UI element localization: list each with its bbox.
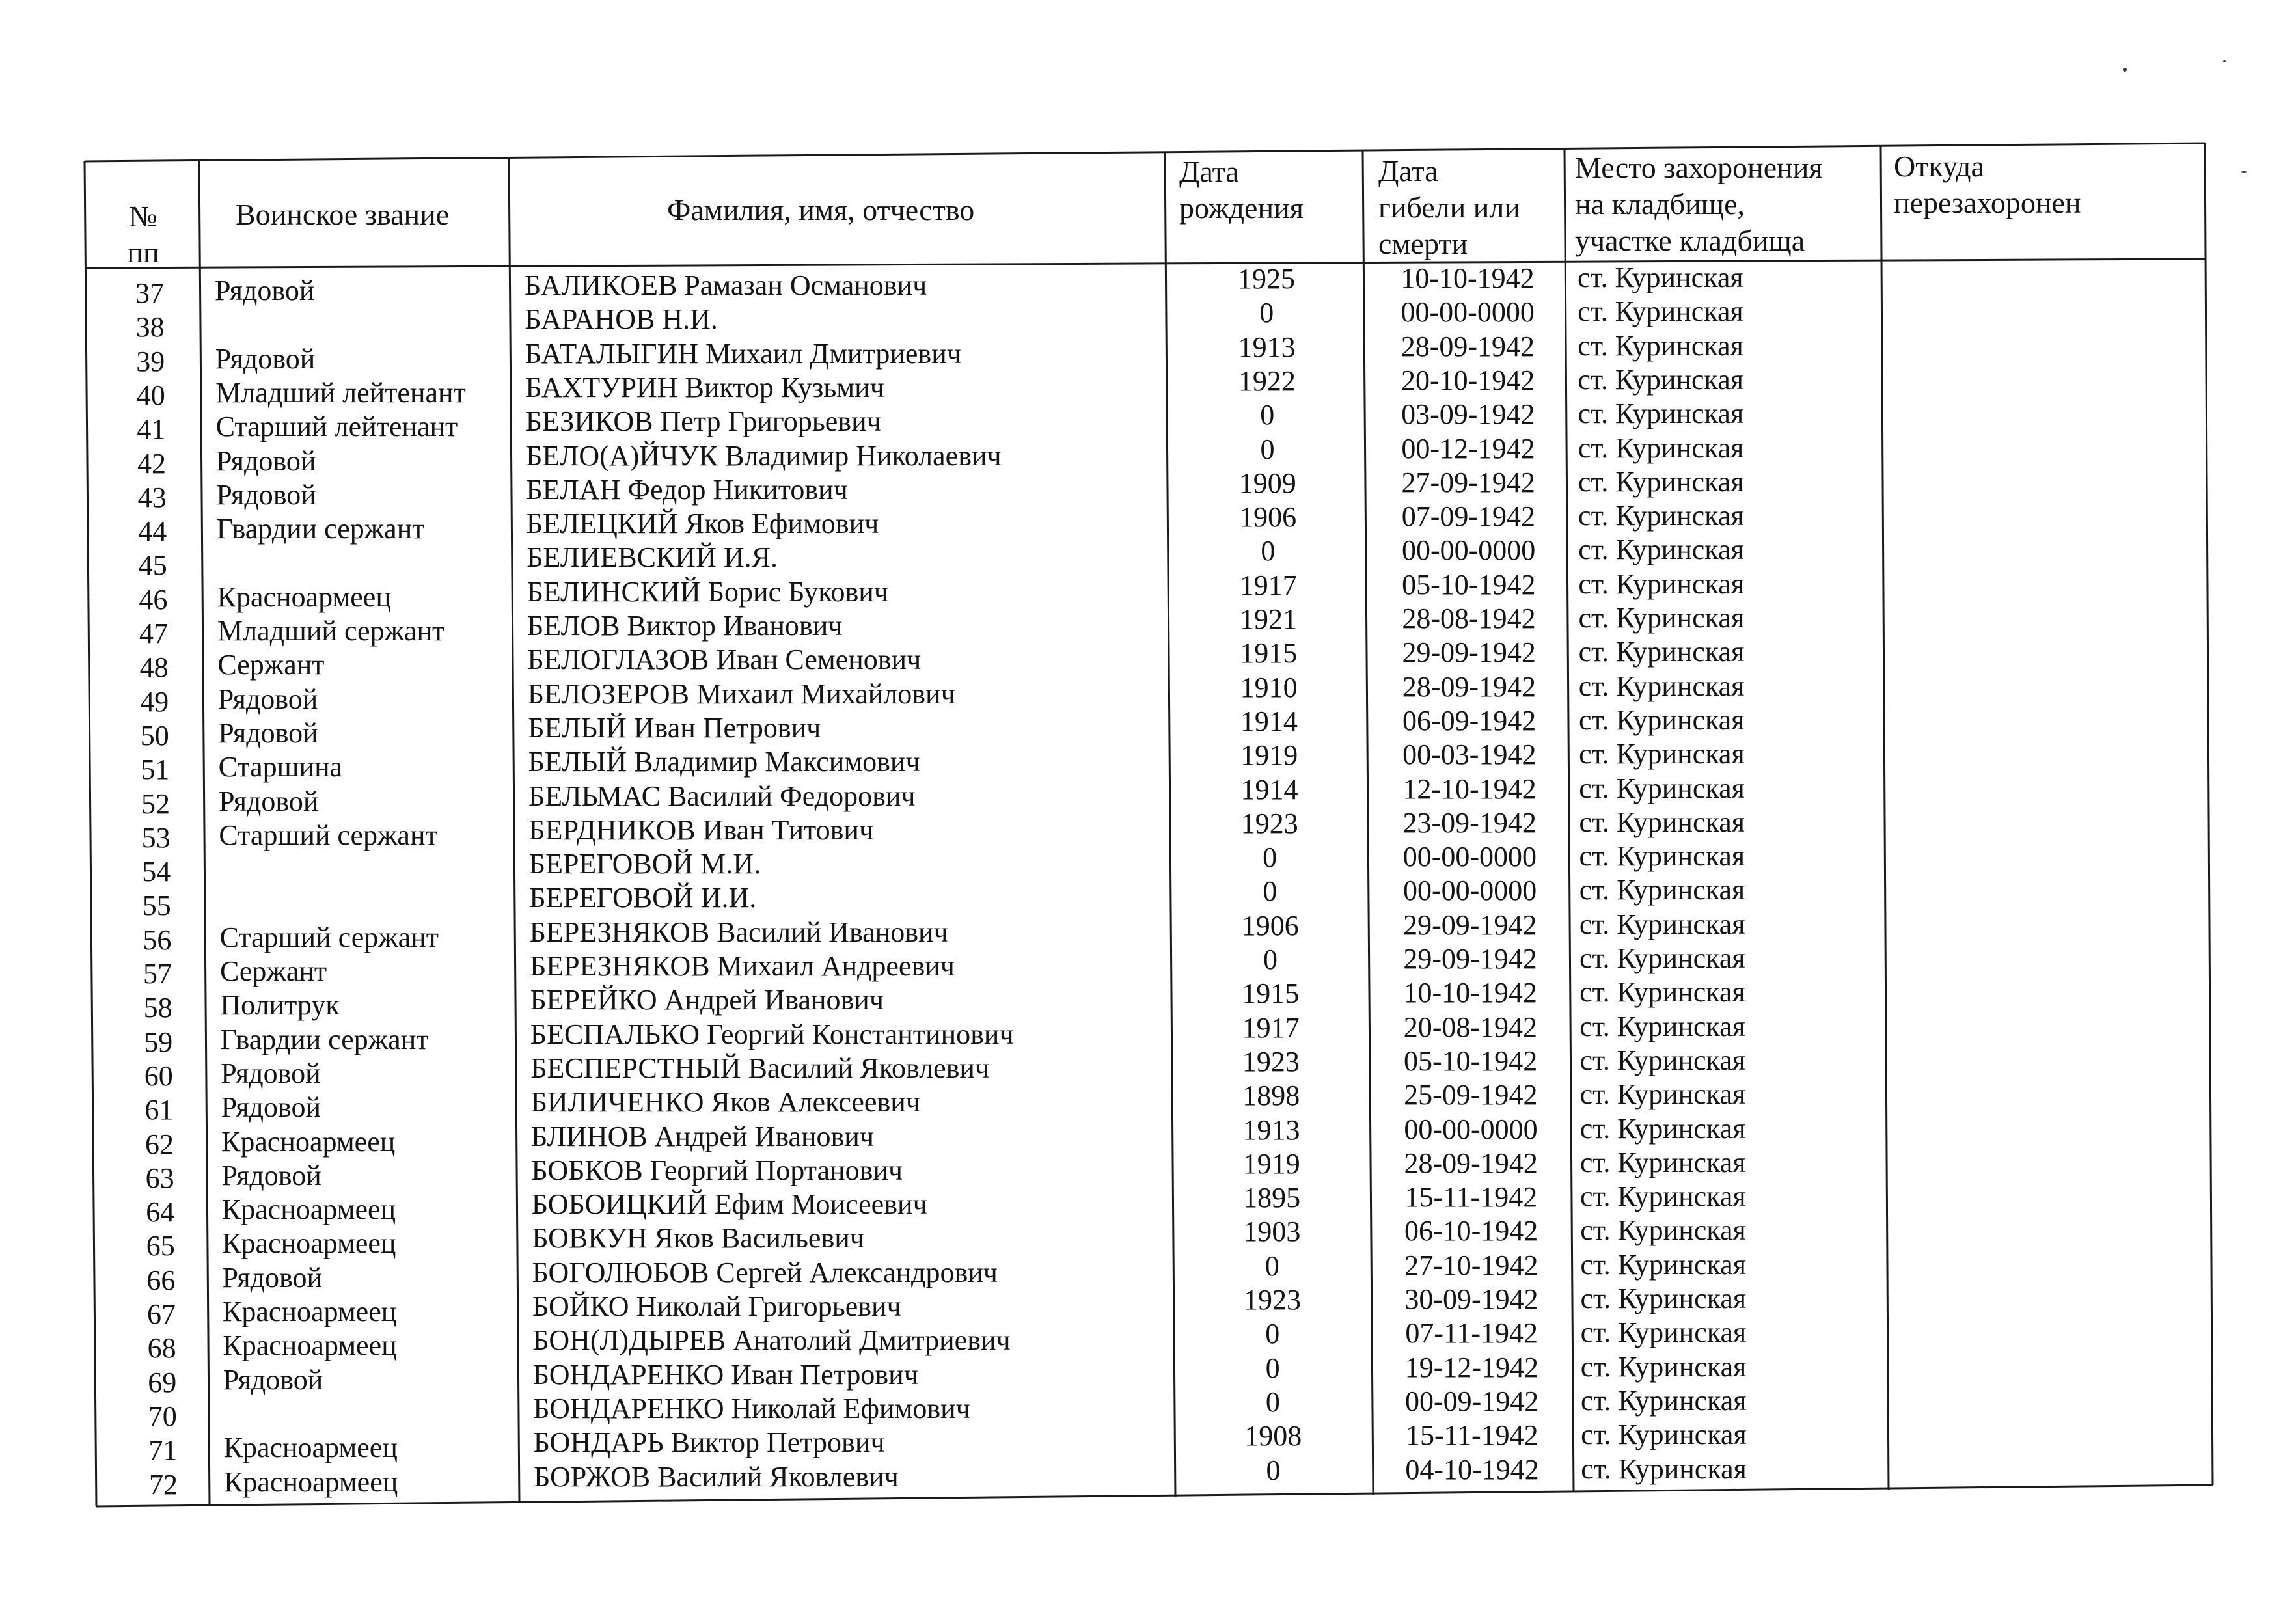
row-birth: 0 <box>1260 433 1275 465</box>
row-rank: Рядовой <box>216 478 316 511</box>
row-place: ст. Куринская <box>1578 262 1743 293</box>
row-number: 57 <box>143 958 172 990</box>
row-place: ст. Куринская <box>1579 1112 1746 1145</box>
row-death: 28-09-1942 <box>1401 330 1535 362</box>
row-place: ст. Куринская <box>1579 942 1745 974</box>
row-death: 00-03-1942 <box>1402 739 1537 771</box>
row-place: ст. Куринская <box>1578 567 1744 600</box>
row-number: 40 <box>136 379 165 411</box>
row-death: 15-11-1942 <box>1405 1419 1538 1452</box>
row-name: БЕРЕГОВОЙ И.И. <box>529 882 757 914</box>
row-rank: Рядовой <box>216 444 316 477</box>
row-name: БЕРЕЗНЯКОВ Василий Иванович <box>529 916 948 948</box>
row-birth: 1913 <box>1238 331 1296 363</box>
row-rank: Младший лейтенант <box>215 376 466 409</box>
row-place: ст. Куринская <box>1578 363 1744 396</box>
row-death: 20-10-1942 <box>1401 364 1535 396</box>
row-place: ст. Куринская <box>1579 1078 1746 1111</box>
row-name: БЕЛИЕВСКИЙ И.Я. <box>526 541 778 574</box>
row-name: БЕЗИКОВ Петр Григорьевич <box>525 405 881 438</box>
row-place: ст. Куринская <box>1578 295 1743 328</box>
row-birth: 1915 <box>1242 977 1300 1010</box>
header-name: Фамилия, имя, отчество <box>667 193 975 226</box>
row-rank: Рядовой <box>221 1057 321 1089</box>
row-place: ст. Куринская <box>1578 465 1744 498</box>
row-death: 29-09-1942 <box>1402 636 1536 669</box>
row-death: 20-08-1942 <box>1403 1011 1538 1043</box>
row-rank: Рядовой <box>215 342 316 375</box>
row-death: 27-10-1942 <box>1404 1249 1538 1281</box>
header-rank: Воинское звание <box>236 198 450 231</box>
row-death: 05-10-1942 <box>1403 1044 1538 1077</box>
row-place: ст. Куринская <box>1579 840 1745 873</box>
row-death: 27-09-1942 <box>1401 466 1535 498</box>
row-place: ст. Куринская <box>1581 1419 1747 1451</box>
row-rank: Сержант <box>220 955 327 987</box>
row-name: БАЛИКОЕВ Рамазан Османович <box>525 269 927 301</box>
row-rank: Рядовой <box>223 1363 323 1396</box>
row-place: ст. Куринская <box>1578 703 1745 736</box>
row-death: 00-09-1942 <box>1404 1385 1539 1417</box>
row-death: 28-09-1942 <box>1404 1147 1538 1179</box>
row-name: БОГОЛЮБОВ Сергей Александрович <box>532 1256 998 1288</box>
row-birth: 0 <box>1264 1249 1279 1282</box>
row-number: 44 <box>138 515 167 548</box>
row-name: БОНДАРЕНКО Иван Петрович <box>532 1358 918 1391</box>
row-rank: Красноармеец <box>217 580 391 613</box>
row-place: ст. Куринская <box>1580 1248 1746 1281</box>
row-rank: Рядовой <box>217 683 318 715</box>
row-death: 10-10-1942 <box>1403 977 1537 1009</box>
row-name: БОБКОВ Георгий Портанович <box>531 1154 903 1186</box>
row-birth: 0 <box>1266 1454 1281 1486</box>
row-birth: 1923 <box>1242 1045 1300 1078</box>
row-death: 28-08-1942 <box>1402 603 1536 634</box>
row-name: БАРАНОВ Н.И. <box>525 303 718 336</box>
row-death: 07-09-1942 <box>1401 500 1536 533</box>
row-birth: 1914 <box>1240 705 1298 737</box>
row-rank: Гвардии сержант <box>220 1023 429 1055</box>
row-place: ст. Куринская <box>1580 1180 1746 1213</box>
row-rank: Рядовой <box>221 1159 321 1191</box>
row-number: 56 <box>143 923 172 956</box>
row-death: 30-09-1942 <box>1404 1283 1538 1315</box>
row-rank: Старший лейтенант <box>215 411 458 443</box>
row-name: БЕЛОВ Виктор Иванович <box>527 610 843 642</box>
row-number: 53 <box>141 821 171 854</box>
row-rank: Красноармеец <box>224 1465 398 1498</box>
row-death: 06-10-1942 <box>1404 1215 1538 1247</box>
row-rank: Красноармеец <box>223 1296 397 1327</box>
row-number: 47 <box>139 618 168 649</box>
header-number: № <box>129 200 157 233</box>
row-rank: Старший сержант <box>219 921 439 953</box>
row-place: ст. Куринская <box>1578 329 1743 362</box>
row-birth: 1913 <box>1242 1113 1300 1146</box>
row-number: 60 <box>144 1059 173 1092</box>
row-rank: Рядовой <box>221 1091 321 1124</box>
row-place: ст. Куринская <box>1578 398 1744 430</box>
row-birth: 1917 <box>1239 569 1297 601</box>
row-rank: Красноармеец <box>223 1432 398 1464</box>
scan-speck <box>2223 60 2226 62</box>
row-number: 43 <box>137 481 167 513</box>
row-name: БИЛИЧЕНКО Яков Алексеевич <box>530 1086 920 1119</box>
row-death: 19-12-1942 <box>1404 1351 1539 1383</box>
row-name: БЕРЕЗНЯКОВ Михаил Андреевич <box>530 950 955 982</box>
row-number: 51 <box>141 754 170 786</box>
header-burial-l3: участке кладбища <box>1575 224 1805 257</box>
row-death: 29-09-1942 <box>1403 908 1537 941</box>
row-birth: 0 <box>1265 1318 1280 1350</box>
row-place: ст. Куринская <box>1580 1316 1747 1349</box>
row-rank: Рядовой <box>218 716 318 749</box>
row-name: БОРЖОВ Василий Яковлевич <box>534 1460 899 1493</box>
row-place: ст. Куринская <box>1580 1350 1747 1383</box>
row-rank: Рядовой <box>215 275 315 306</box>
row-number: 70 <box>148 1400 177 1432</box>
row-birth: 1925 <box>1238 263 1295 295</box>
row-death: 29-09-1942 <box>1403 943 1537 975</box>
row-place: ст. Куринская <box>1580 1384 1747 1417</box>
row-number: 58 <box>143 992 172 1024</box>
row-number: 61 <box>144 1094 174 1126</box>
row-rank: Красноармеец <box>221 1193 396 1226</box>
row-place: ст. Куринская <box>1579 806 1745 838</box>
row-name: БЕЛЕЦКИЙ Яков Ефимович <box>526 508 879 540</box>
row-birth: 1915 <box>1240 637 1298 670</box>
row-number: 65 <box>146 1230 175 1262</box>
row-rank: Красноармеец <box>222 1227 396 1260</box>
row-number: 63 <box>145 1162 174 1194</box>
row-number: 71 <box>148 1434 178 1467</box>
row-name: БЛИНОВ Андрей Иванович <box>531 1120 874 1152</box>
row-death: 00-00-0000 <box>1401 534 1536 567</box>
row-death: 00-00-0000 <box>1404 1113 1538 1145</box>
row-birth: 1906 <box>1239 501 1297 534</box>
row-birth: 0 <box>1261 535 1276 567</box>
row-death: 28-09-1942 <box>1402 670 1537 703</box>
row-place: ст. Куринская <box>1578 534 1744 566</box>
row-place: ст. Куринская <box>1578 431 1744 464</box>
row-place: ст. Куринская <box>1578 602 1745 634</box>
row-number: 37 <box>135 277 164 309</box>
row-birth: 1906 <box>1241 909 1299 942</box>
row-birth: 0 <box>1263 875 1278 908</box>
row-birth: 0 <box>1260 399 1275 431</box>
row-number: 72 <box>149 1468 178 1501</box>
row-birth: 1923 <box>1240 807 1298 839</box>
row-name: БЕЛОЗЕРОВ Михаил Михайлович <box>527 677 955 710</box>
row-number: 48 <box>139 651 169 684</box>
row-death: 00-00-0000 <box>1402 841 1537 873</box>
row-name: БОЙКО Николай Григорьевич <box>532 1290 901 1322</box>
row-birth: 1914 <box>1240 773 1298 806</box>
row-name: БЕЛАН Федор Никитович <box>526 473 848 506</box>
row-place: ст. Куринская <box>1579 1044 1746 1076</box>
row-birth: 0 <box>1259 297 1274 329</box>
row-death: 23-09-1942 <box>1402 806 1537 839</box>
row-birth: 1922 <box>1238 364 1296 397</box>
row-name: БЕЛЬМАС Василий Федорович <box>528 780 916 812</box>
row-place: ст. Куринская <box>1579 874 1745 906</box>
row-rank: Рядовой <box>219 785 319 817</box>
row-number: 49 <box>140 685 169 718</box>
row-number: 42 <box>137 447 166 480</box>
row-death: 05-10-1942 <box>1402 568 1536 601</box>
row-number: 45 <box>138 549 167 582</box>
row-name: БЕЛИНСКИЙ Борис Букович <box>526 575 888 608</box>
header-origin-l2: перезахоронен <box>1894 186 2081 219</box>
header-birth-l2: рождения <box>1179 191 1304 225</box>
row-number: 59 <box>144 1026 173 1058</box>
row-death: 03-09-1942 <box>1401 398 1535 431</box>
row-name: БЕЛО(А)ЙЧУК Владимир Николаевич <box>526 439 1002 472</box>
row-place: ст. Куринская <box>1581 1452 1747 1485</box>
row-death: 00-00-0000 <box>1401 296 1535 329</box>
header-burial-l1: Место захоронения <box>1575 151 1823 184</box>
row-birth: 1909 <box>1238 467 1296 499</box>
row-place: ст. Куринская <box>1578 670 1745 702</box>
row-number: 38 <box>135 311 165 344</box>
row-place: ст. Куринская <box>1578 636 1745 668</box>
header-death-l1: Дата <box>1378 154 1438 187</box>
row-name: БОВКУН Яков Васильевич <box>532 1222 864 1255</box>
row-birth: 1917 <box>1242 1011 1300 1044</box>
row-death: 00-12-1942 <box>1401 432 1535 465</box>
row-name: БАТАЛЫГИН Михаил Дмитриевич <box>525 337 961 370</box>
row-name: БЕРЕЙКО Андрей Иванович <box>530 984 884 1016</box>
row-birth: 1919 <box>1242 1147 1300 1180</box>
row-name: БОН(Л)ДЫРЕВ Анатолий Дмитриевич <box>532 1324 1011 1357</box>
header-number-sub: пп <box>127 236 159 269</box>
row-name: БЕСПАЛЬКО Георгий Константинович <box>530 1018 1014 1050</box>
row-name: БЕЛОГЛАЗОВ Иван Семенович <box>527 644 922 676</box>
row-place: ст. Куринская <box>1579 976 1745 1009</box>
row-number: 41 <box>137 413 166 446</box>
row-name: БЕЛЫЙ Иван Петрович <box>528 711 821 744</box>
row-death: 07-11-1942 <box>1405 1317 1538 1350</box>
row-number: 67 <box>147 1298 176 1330</box>
row-death: 06-09-1942 <box>1402 704 1537 737</box>
row-number: 55 <box>142 890 171 922</box>
row-rank: Старший сержант <box>219 819 438 851</box>
row-number: 52 <box>141 787 170 820</box>
row-place: ст. Куринская <box>1578 500 1744 532</box>
row-rank: Младший сержант <box>217 615 445 647</box>
scan-speck <box>2123 68 2127 72</box>
row-place: ст. Куринская <box>1579 908 1745 940</box>
row-rank: Старшина <box>218 751 343 783</box>
row-birth: 1923 <box>1244 1284 1301 1316</box>
row-number: 54 <box>142 856 171 888</box>
row-number: 64 <box>146 1196 175 1229</box>
row-death: 04-10-1942 <box>1405 1453 1539 1486</box>
row-rank: Политрук <box>220 989 340 1022</box>
row-rank: Рядовой <box>222 1261 323 1294</box>
row-death: 12-10-1942 <box>1402 772 1537 805</box>
row-place: ст. Куринская <box>1579 738 1745 770</box>
scan-speck <box>2241 171 2247 173</box>
row-birth: 1910 <box>1240 671 1298 703</box>
row-number: 69 <box>148 1366 177 1398</box>
row-name: БЕСПЕРСТНЫЙ Василий Яковлевич <box>530 1052 990 1084</box>
row-birth: 1898 <box>1242 1080 1300 1112</box>
row-name: БЕРЕГОВОЙ М.И. <box>528 848 761 880</box>
row-place: ст. Куринская <box>1579 1010 1745 1042</box>
row-name: БЕЛЫЙ Владимир Максимович <box>528 746 920 778</box>
row-name: БОНДАРЬ Виктор Петрович <box>533 1426 885 1459</box>
row-place: ст. Куринская <box>1579 1146 1746 1178</box>
row-rank: Красноармеец <box>221 1125 396 1158</box>
row-birth: 0 <box>1265 1352 1280 1384</box>
row-rank: Красноармеец <box>223 1329 397 1362</box>
row-place: ст. Куринская <box>1579 772 1745 804</box>
row-birth: 1903 <box>1243 1216 1301 1248</box>
row-place: ст. Куринская <box>1580 1283 1747 1314</box>
row-death: 10-10-1942 <box>1401 262 1535 294</box>
row-number: 39 <box>136 345 165 377</box>
row-death: 25-09-1942 <box>1404 1079 1538 1111</box>
row-birth: 1895 <box>1243 1182 1301 1214</box>
row-birth: 0 <box>1263 841 1278 874</box>
row-number: 66 <box>146 1264 176 1296</box>
row-name: БОБОИЦКИЙ Ефим Моисеевич <box>531 1188 927 1221</box>
row-death: 00-00-0000 <box>1402 875 1537 907</box>
row-name: БАХТУРИН Виктор Кузьмич <box>525 371 884 403</box>
row-place: ст. Куринская <box>1580 1214 1746 1247</box>
header-burial-l2: на кладбище, <box>1575 187 1745 221</box>
row-number: 50 <box>140 719 169 752</box>
header-origin-l1: Откуда <box>1894 150 1984 183</box>
row-number: 62 <box>145 1128 174 1160</box>
row-birth: 1908 <box>1244 1420 1302 1452</box>
row-number: 68 <box>147 1332 176 1365</box>
header-death-l2: гибели или <box>1378 191 1520 224</box>
row-number: 46 <box>139 583 168 616</box>
row-birth: 0 <box>1263 944 1278 975</box>
row-name: БЕРДНИКОВ Иван Титович <box>528 813 874 846</box>
row-death: 15-11-1942 <box>1404 1181 1538 1214</box>
header-birth-l1: Дата <box>1179 155 1239 188</box>
row-birth: 1919 <box>1240 739 1298 772</box>
header-death-l3: смерти <box>1378 227 1468 260</box>
row-rank: Сержант <box>217 649 325 681</box>
row-birth: 0 <box>1265 1385 1280 1418</box>
row-rank: Гвардии сержант <box>216 513 425 545</box>
row-birth: 1921 <box>1240 603 1297 635</box>
row-name: БОНДАРЕНКО Николай Ефимович <box>533 1392 970 1424</box>
